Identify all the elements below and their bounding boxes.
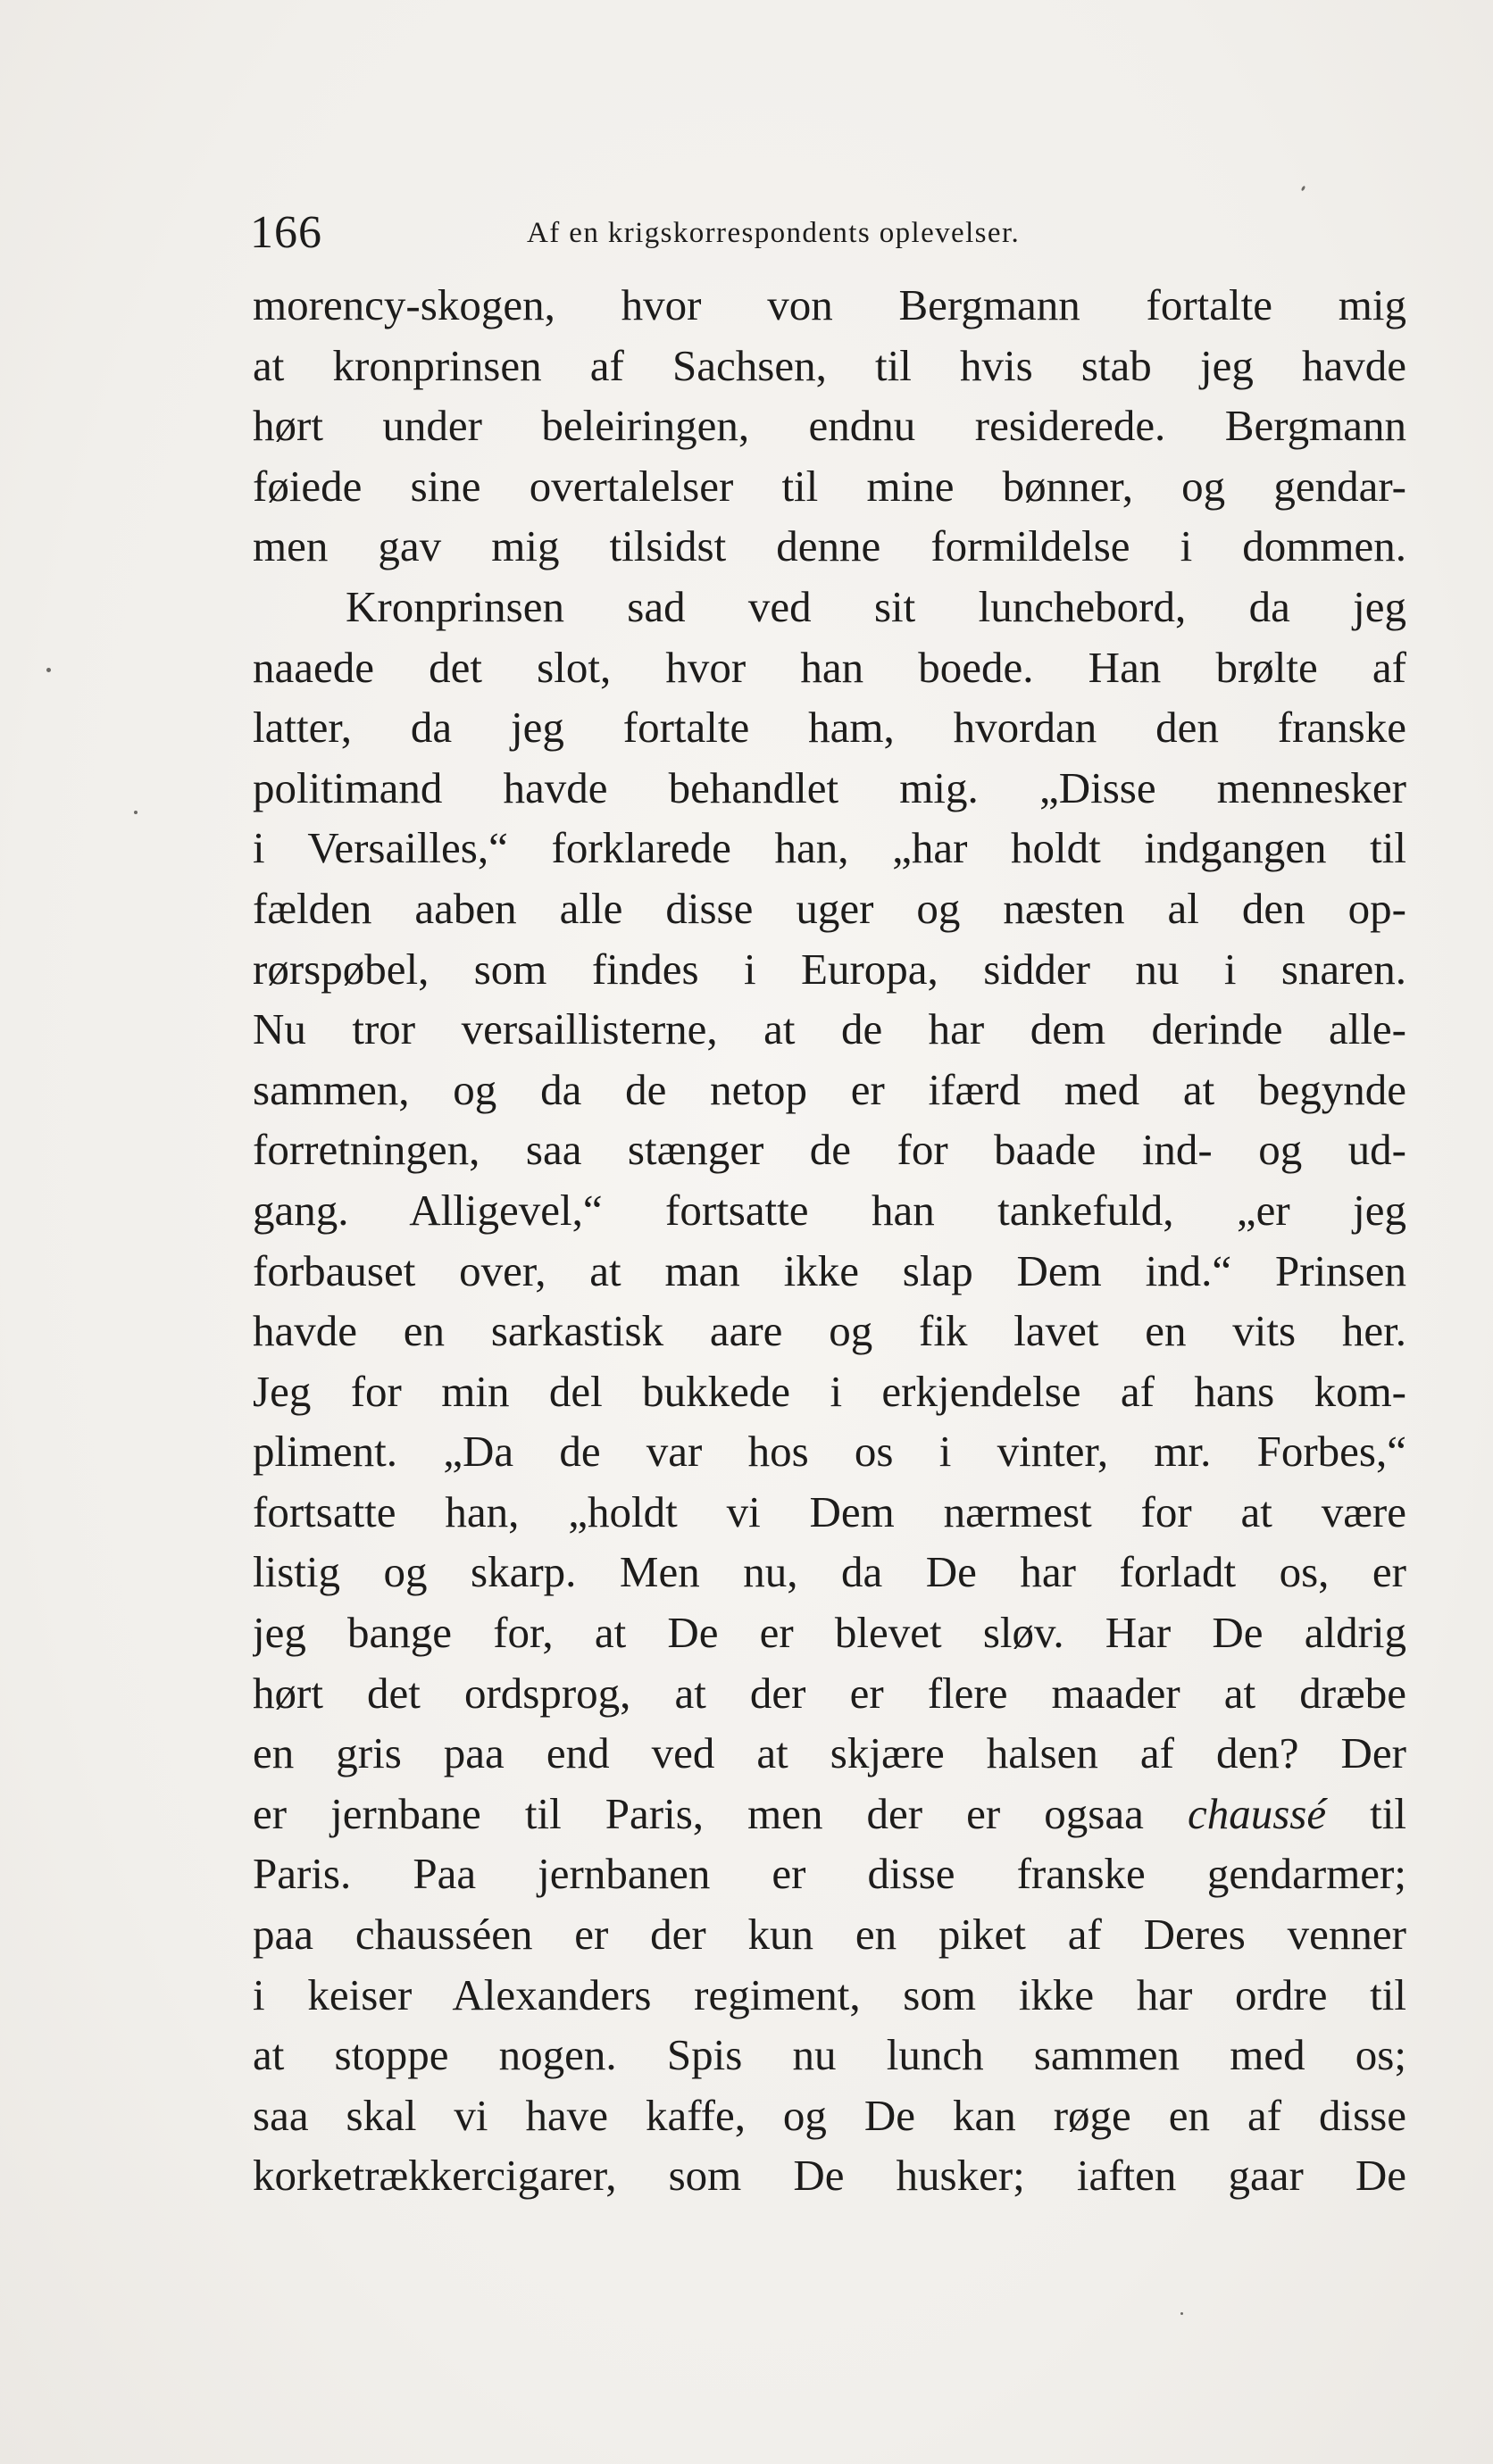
- paper-speck: [46, 668, 51, 672]
- paper-speck: [1301, 186, 1306, 192]
- text-line: fælden aaben alle disse uger og næsten al den op-: [253, 883, 1406, 933]
- paper-speck: [1180, 2312, 1183, 2315]
- page-number: 166: [250, 207, 322, 258]
- text-line-with-italic: [253, 1784, 1406, 1844]
- text-line: jeg bange for, at De er blevet sløv. Har De aldrig: [253, 1608, 1406, 1658]
- text-line: fortsatte han, „holdt vi Dem nærmest for at være: [253, 1486, 1406, 1536]
- text-line: korketrækkercigarer, som De husker; iaften gaar De: [253, 2151, 1406, 2201]
- text-line: hørt under beleiringen, endnu residerede. Bergmann: [253, 401, 1406, 451]
- text-line: i Versailles,“ forklarede han, „har holdt indgangen til: [253, 823, 1406, 873]
- text-line: Kronprinsen sad ved sit lunchebord, da jeg: [346, 581, 1406, 631]
- text-line: hørt det ordsprog, at der er flere maader at dræbe: [253, 1668, 1406, 1718]
- text-line: rørspøbel, som findes i Europa, sidder nu i snaren.: [253, 944, 1406, 994]
- text-line: pliment. „Da de var hos os i vinter, mr. Forbes,“: [253, 1427, 1406, 1477]
- text-line: gang. Alligevel,“ fortsatte han tankefuld, „er jeg: [253, 1185, 1406, 1235]
- text-line: at stoppe nogen. Spis nu lunch sammen med os;: [253, 2030, 1406, 2080]
- page-header: [250, 202, 1402, 264]
- text-line: forbauset over, at man ikke slap Dem ind.“ Prinsen: [253, 1245, 1406, 1295]
- text-line: en gris paa end ved at skjære halsen af den? Der: [253, 1728, 1406, 1778]
- text-segment: er jernbane til Paris, men der er ogsaa: [253, 1788, 1144, 1838]
- text-line: saa skal vi have kaffe, og De kan røge en af disse: [253, 2090, 1406, 2140]
- text-line: i keiser Alexanders regiment, som ikke har ordre til: [253, 1969, 1406, 2019]
- text-line: sammen, og da de netop er ifærd med at begynde: [253, 1064, 1406, 1114]
- text-line: paa chausséen er der kun en piket af Deres venner: [253, 1910, 1406, 1960]
- text-line: naaede det slot, hvor han boede. Han brølte af: [253, 642, 1406, 692]
- text-line: Jeg for min del bukkede i erkjendelse af hans kom-: [253, 1366, 1406, 1416]
- running-head: Af en krigskorrespondents oplevelser.: [527, 217, 1021, 249]
- text-line: morency-skogen, hvor von Bergmann fortalte mig: [253, 280, 1406, 329]
- text-line: Nu tror versaillisterne, at de har dem derinde alle-: [253, 1004, 1406, 1054]
- paper-speck: [134, 811, 138, 814]
- text-line: forretningen, saa stænger de for baade ind- og ud-: [253, 1125, 1406, 1175]
- text-line: men gav mig tilsidst denne formildelse i dommen.: [253, 521, 1406, 571]
- text-line: Paris. Paa jernbanen er disse franske gendarmer;: [253, 1849, 1406, 1899]
- text-line: føiede sine overtalelser til mine bønner, og gendar-: [253, 461, 1406, 511]
- text-segment: til: [1370, 1788, 1406, 1838]
- body-text: [253, 275, 1406, 2206]
- text-line: latter, da jeg fortalte ham, hvordan den franske: [253, 703, 1406, 753]
- text-line: at kronprinsen af Sachsen, til hvis stab jeg havde: [253, 340, 1406, 390]
- text-line: listig og skarp. Men nu, da De har forladt os, er: [253, 1547, 1406, 1597]
- italic-word: chaussé: [1187, 1788, 1327, 1838]
- text-line: politimand havde behandlet mig. „Disse mennesker: [253, 762, 1406, 812]
- text-line: havde en sarkastisk aare og fik lavet en vits her.: [253, 1306, 1406, 1356]
